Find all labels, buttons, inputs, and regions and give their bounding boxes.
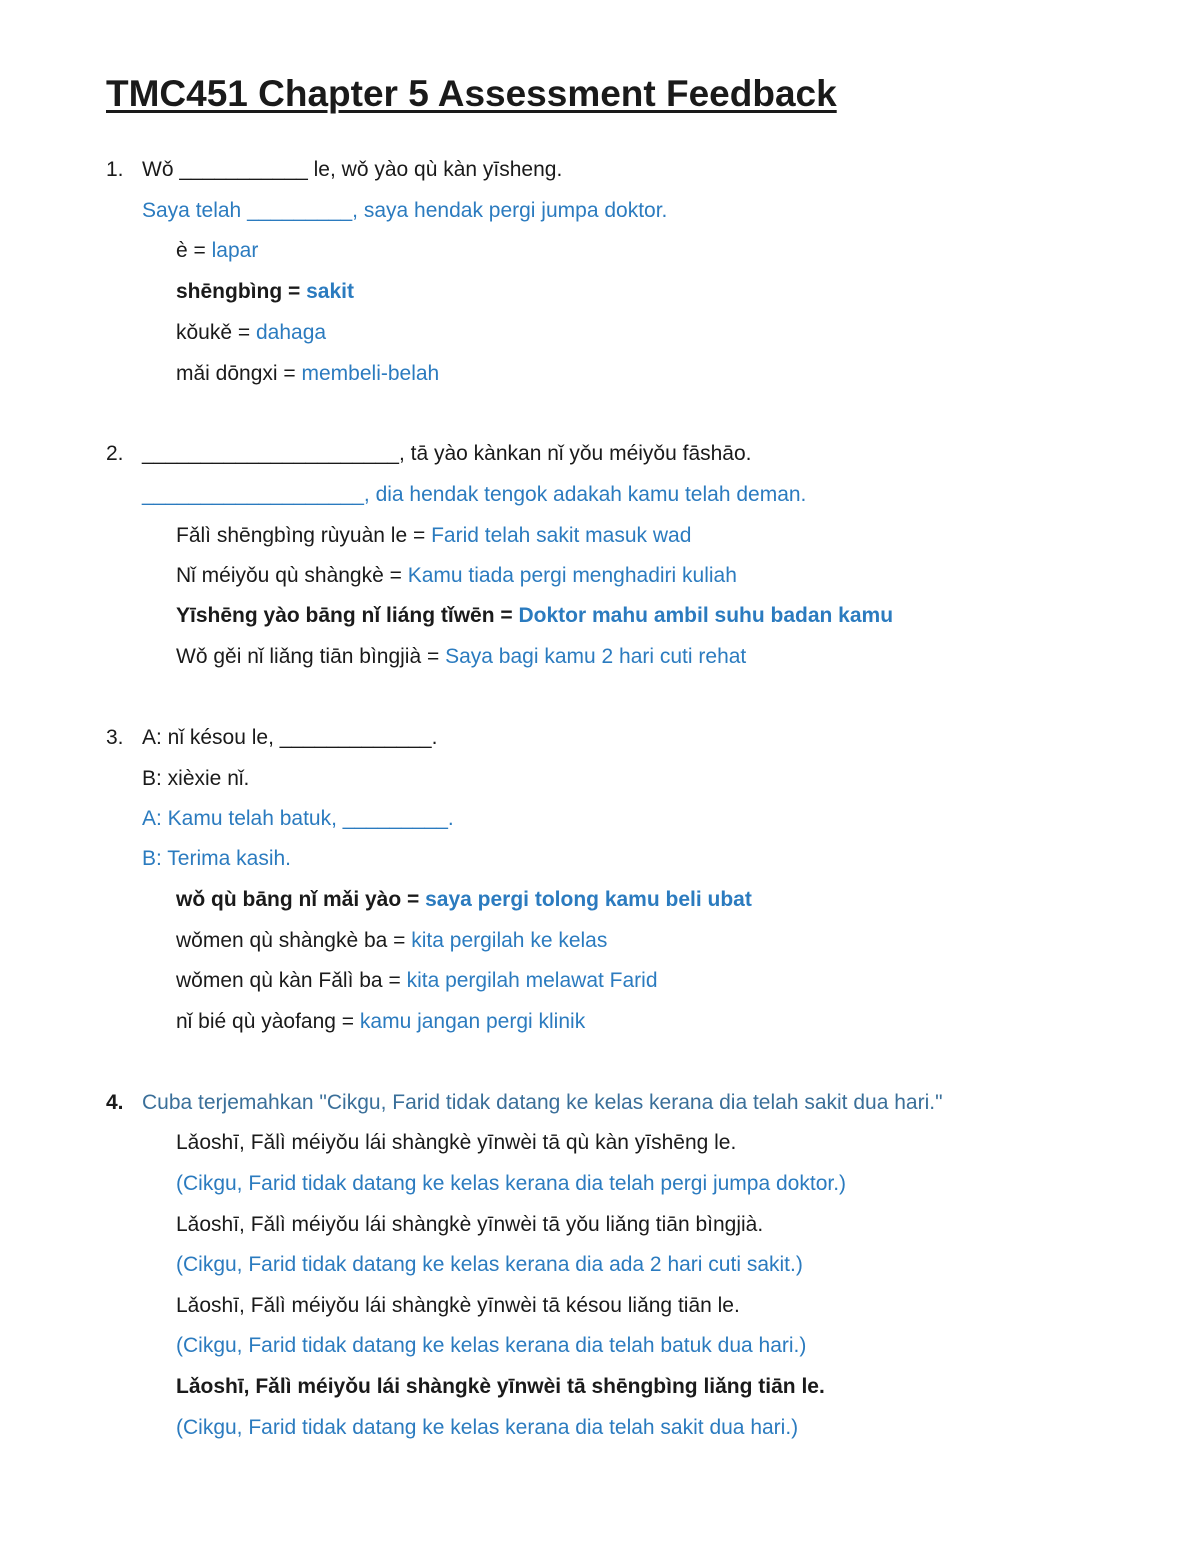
question-4-option-pinyin: Lǎoshī, Fǎlì méiyǒu lái shàngkè yīnwèi tā qù kàn yīshēng le. — [176, 1131, 737, 1154]
question-1-translation: Saya telah _________, saya hendak pergi jumpa doktor. — [142, 199, 668, 222]
option-term: Wǒ gěi nǐ liǎng tiān bìngjià = — [176, 645, 446, 668]
option-meaning: kamu jangan pergi klinik — [359, 1010, 586, 1033]
question-4-prompt: Cuba terjemahkan "Cikgu, Farid tidak datang ke kelas kerana dia telah sakit dua hari." — [142, 1091, 943, 1114]
question-2-option — [176, 563, 737, 589]
option-term: nǐ bié qù yàofang = — [176, 1010, 360, 1033]
question-2-text: ______________________, tā yào kànkan nǐ yǒu méiyǒu fāshāo. — [142, 442, 752, 465]
option-meaning: kita pergilah melawat Farid — [406, 969, 658, 992]
question-4-correct-meaning: (Cikgu, Farid tidak datang ke kelas kerana dia telah sakit dua hari.) — [176, 1416, 799, 1439]
page-title: TMC451 Chapter 5 Assessment Feedback — [106, 73, 837, 114]
option-meaning: sakit — [306, 280, 354, 303]
option-term: è = — [176, 239, 212, 262]
option-meaning: Doktor mahu ambil suhu badan kamu — [518, 604, 894, 627]
question-4-option-pinyin: Lǎoshī, Fǎlì méiyǒu lái shàngkè yīnwèi tā késou liǎng tiān le. — [176, 1294, 740, 1317]
option-term: wǒmen qù shàngkè ba = — [176, 929, 412, 952]
question-2-correct-option — [176, 603, 893, 629]
question-4-option-meaning: (Cikgu, Farid tidak datang ke kelas kerana dia telah pergi jumpa doktor.) — [176, 1172, 847, 1195]
option-term: shēngbìng = — [176, 280, 307, 303]
question-3-line-b: B: xièxie nǐ. — [142, 767, 250, 790]
question-1-text: Wǒ ___________ le, wǒ yào qù kàn yīsheng. — [142, 158, 563, 181]
question-2-option — [176, 644, 746, 670]
option-term: wǒ qù bāng nǐ mǎi yào = — [176, 888, 426, 911]
question-3-number: 3. — [106, 726, 124, 749]
question-2-option — [176, 523, 691, 549]
option-meaning: saya pergi tolong kamu beli ubat — [425, 888, 752, 911]
option-term: Yīshēng yào bāng nǐ liáng tǐwēn = — [176, 604, 519, 627]
option-term: kǒukě = — [176, 321, 256, 344]
question-3-option — [176, 968, 658, 994]
question-3-correct-option — [176, 887, 752, 913]
question-2-translation: ___________________, dia hendak tengok adakah kamu telah deman. — [142, 483, 807, 506]
question-1-option — [176, 361, 439, 387]
question-4-correct-pinyin: Lǎoshī, Fǎlì méiyǒu lái shàngkè yīnwèi tā shēngbìng liǎng tiān le. — [176, 1375, 825, 1398]
question-1-option — [176, 238, 258, 264]
option-term: wǒmen qù kàn Fǎlì ba = — [176, 969, 407, 992]
question-4-option-meaning: (Cikgu, Farid tidak datang ke kelas kerana dia telah batuk dua hari.) — [176, 1334, 807, 1357]
question-3-line-a: A: nǐ késou le, _____________. — [142, 726, 438, 749]
question-3-translation-b: B: Terima kasih. — [142, 847, 291, 870]
option-meaning: Farid telah sakit masuk wad — [431, 524, 692, 547]
option-term: mǎi dōngxi = — [176, 362, 302, 385]
question-4-option-pinyin: Lǎoshī, Fǎlì méiyǒu lái shàngkè yīnwèi tā yǒu liǎng tiān bìngjià. — [176, 1213, 764, 1236]
option-meaning: kita pergilah ke kelas — [411, 929, 608, 952]
option-meaning: Kamu tiada pergi menghadiri kuliah — [407, 564, 737, 587]
question-3-option — [176, 1009, 585, 1035]
option-term: Nǐ méiyǒu qù shàngkè = — [176, 564, 408, 587]
option-term: Fǎlì shēngbìng rùyuàn le = — [176, 524, 432, 547]
option-meaning: dahaga — [255, 321, 327, 344]
question-4-option-meaning: (Cikgu, Farid tidak datang ke kelas kerana dia ada 2 hari cuti sakit.) — [176, 1253, 803, 1276]
question-1-correct-option — [176, 279, 354, 305]
option-meaning: lapar — [211, 239, 259, 262]
question-1-number: 1. — [106, 158, 124, 181]
question-3-option — [176, 928, 607, 954]
option-meaning: Saya bagi kamu 2 hari cuti rehat — [445, 645, 747, 668]
question-2-number: 2. — [106, 442, 124, 465]
question-1-option — [176, 320, 326, 346]
question-3-translation-a: A: Kamu telah batuk, _________. — [142, 807, 454, 830]
option-meaning: membeli-belah — [301, 362, 440, 385]
question-4-number: 4. — [106, 1091, 124, 1114]
